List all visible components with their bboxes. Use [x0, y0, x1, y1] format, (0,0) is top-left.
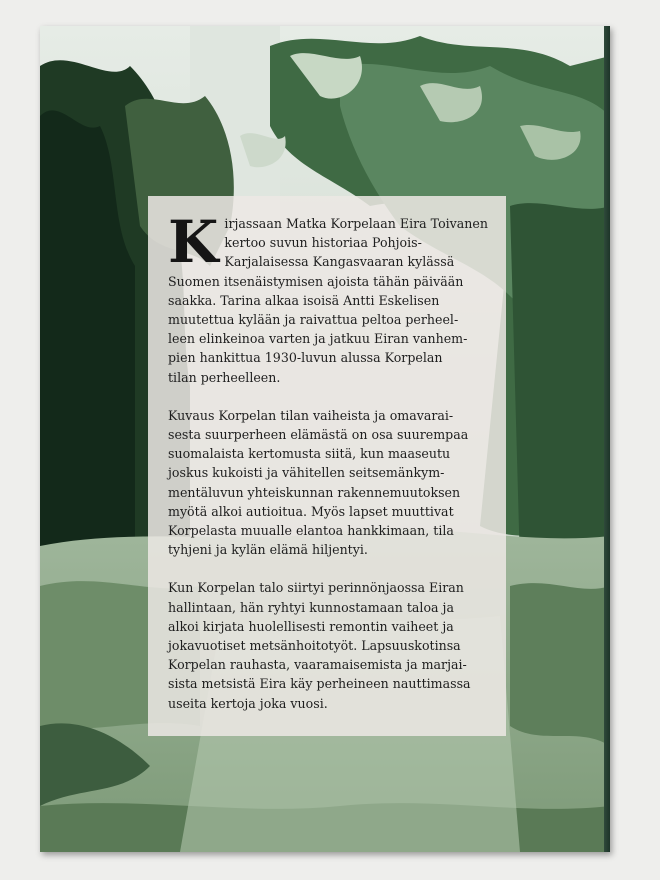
text-line: alkoi kirjata huolellisesti remontin vaiheet ja [168, 618, 454, 634]
text-line: muutettua kylään ja raivattua peltoa perheel- [168, 312, 459, 328]
text-line: tilan perheelleen. [168, 369, 281, 385]
blurb-paragraph-2 [168, 406, 488, 560]
text-line: suomalaista kertomusta siitä, kun maaseutu [168, 446, 451, 462]
text-line: useita kertoja joka vuosi. [168, 695, 328, 711]
text-line: Suomen itsenäistymisen ajoista tähän päivään [168, 273, 464, 289]
blurb-paragraph-3 [168, 578, 488, 712]
blurb-paragraph-1 [168, 208, 488, 387]
text-line: Kun Korpelan talo siirtyi perinnönjaossa Eiran [168, 580, 464, 596]
text-line: sesta suurperheen elämästä on osa suurempaa [168, 427, 469, 443]
text-line: kertoo suvun historiaa Pohjois- [224, 235, 422, 251]
text-line: leen elinkeinoa varten ja jatkuu Eiran vanhem- [168, 331, 468, 347]
blurb-text-box [148, 196, 506, 736]
text-line: sista metsistä Eira käy perheineen nauttimassa [168, 676, 471, 692]
text-line: tyhjeni ja kylän elämä hiljentyi. [168, 542, 368, 558]
text-line: joskus kukoisti ja vähitellen seitsemänkym- [168, 465, 445, 481]
text-line: Korpelasta muualle elantoa hankkimaan, tila [168, 523, 454, 539]
text-line: jokavuotiset metsänhoitotyöt. Lapsuuskotinsa [168, 638, 461, 654]
text-line: myötä alkoi autioitua. Myös lapset muuttivat [168, 503, 454, 519]
text-line: mentäluvun yhteiskunnan rakennemuutoksen [168, 484, 461, 500]
text-line: saakka. Tarina alkaa isoisä Antti Eskelisen [168, 292, 440, 308]
text-line: pien hankittua 1930-luvun alussa Korpelan [168, 350, 443, 366]
text-line: hallintaan, hän ryhtyi kunnostamaan taloa ja [168, 599, 454, 615]
drop-cap: K [168, 208, 219, 276]
text-line: Kuvaus Korpelan tilan vaiheista ja omavarai- [168, 407, 454, 423]
book-back-cover [40, 26, 610, 852]
text-line: Karjalaisessa Kangasvaaran kylässä [224, 254, 455, 270]
text-line: irjassaan Matka Korpelaan Eira Toivanen [224, 216, 488, 231]
cover-edge [604, 26, 610, 852]
text-line: Korpelan rauhasta, vaaramaisemista ja marjai- [168, 657, 467, 673]
